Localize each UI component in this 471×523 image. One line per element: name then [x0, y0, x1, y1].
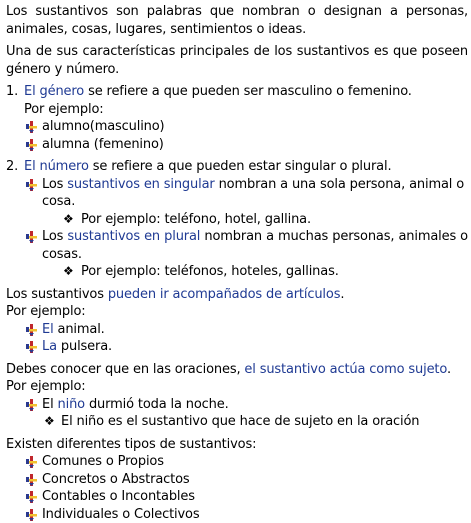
point-1-number: 1. [6, 83, 24, 101]
point-2-number: 2. [6, 158, 24, 176]
types-heading: Existen diferentes tipos de sustantivos: [6, 436, 468, 454]
subject-note: ❖ El niño es el sustantivo que hace de sujeto en la oración [6, 413, 468, 431]
point-1-highlight: El género [24, 84, 84, 99]
list-item: alumno(masculino) [6, 118, 468, 136]
articles-example-label: Por ejemplo: [6, 303, 468, 321]
subject-example-label: Por ejemplo: [6, 378, 468, 396]
list-item: La pulsera. [6, 338, 468, 356]
list-item-plural-example: ❖ Por ejemplo: teléfonos, hoteles, gallinas. [6, 263, 468, 281]
arrow-bullet-icon [26, 456, 38, 468]
arrow-bullet-icon [26, 139, 38, 151]
diamond-bullet-icon: ❖ [63, 263, 77, 281]
intro-paragraph-2: Una de sus características principales de los sustantivos es que poseen género y número. [6, 43, 468, 78]
arrow-bullet-icon [26, 231, 38, 243]
point-1 [6, 83, 468, 101]
articles-paragraph: Los sustantivos pueden ir acompañados de artículos. [6, 286, 468, 304]
arrow-bullet-icon [26, 491, 38, 503]
list-item: alumna (femenino) [6, 136, 468, 154]
arrow-bullet-icon [26, 399, 38, 411]
point-1-text: se refiere a que pueden ser masculino o femenino. [84, 84, 412, 99]
subject-paragraph: Debes conocer que en las oraciones, el sustantivo actúa como sujeto. [6, 361, 468, 379]
arrow-bullet-icon [26, 121, 38, 133]
intro-paragraph-1: Los sustantivos son palabras que nombran o designan a personas, animales, cosas, lugares, sentimientos o ideas. [6, 3, 468, 38]
arrow-bullet-icon [26, 179, 38, 191]
list-item: Comunes o Propios [6, 453, 468, 471]
point-2-text: se refiere a que pueden estar singular o plural. [89, 159, 392, 174]
document [6, 3, 468, 523]
arrow-bullet-icon [26, 324, 38, 336]
point-1-example-label: Por ejemplo: [6, 101, 468, 119]
list-item: Individuales o Colectivos [6, 506, 468, 523]
point-2 [6, 158, 468, 176]
list-item: El animal. [6, 321, 468, 339]
list-item-plural: Los sustantivos en plural nombran a muchas personas, animales o cosas. [6, 228, 468, 263]
arrow-bullet-icon [26, 509, 38, 521]
diamond-bullet-icon: ❖ [44, 413, 58, 431]
list-item: Contables o Incontables [6, 488, 468, 506]
list-item: Concretos o Abstractos [6, 471, 468, 489]
list-item: El niño durmió toda la noche. [6, 396, 468, 414]
list-item-singular: Los sustantivos en singular nombran a una sola persona, animal o cosa. [6, 176, 468, 211]
point-2-highlight: El número [24, 159, 89, 174]
arrow-bullet-icon [26, 341, 38, 353]
diamond-bullet-icon: ❖ [63, 211, 77, 229]
list-item-singular-example: ❖ Por ejemplo: teléfono, hotel, gallina. [6, 211, 468, 229]
